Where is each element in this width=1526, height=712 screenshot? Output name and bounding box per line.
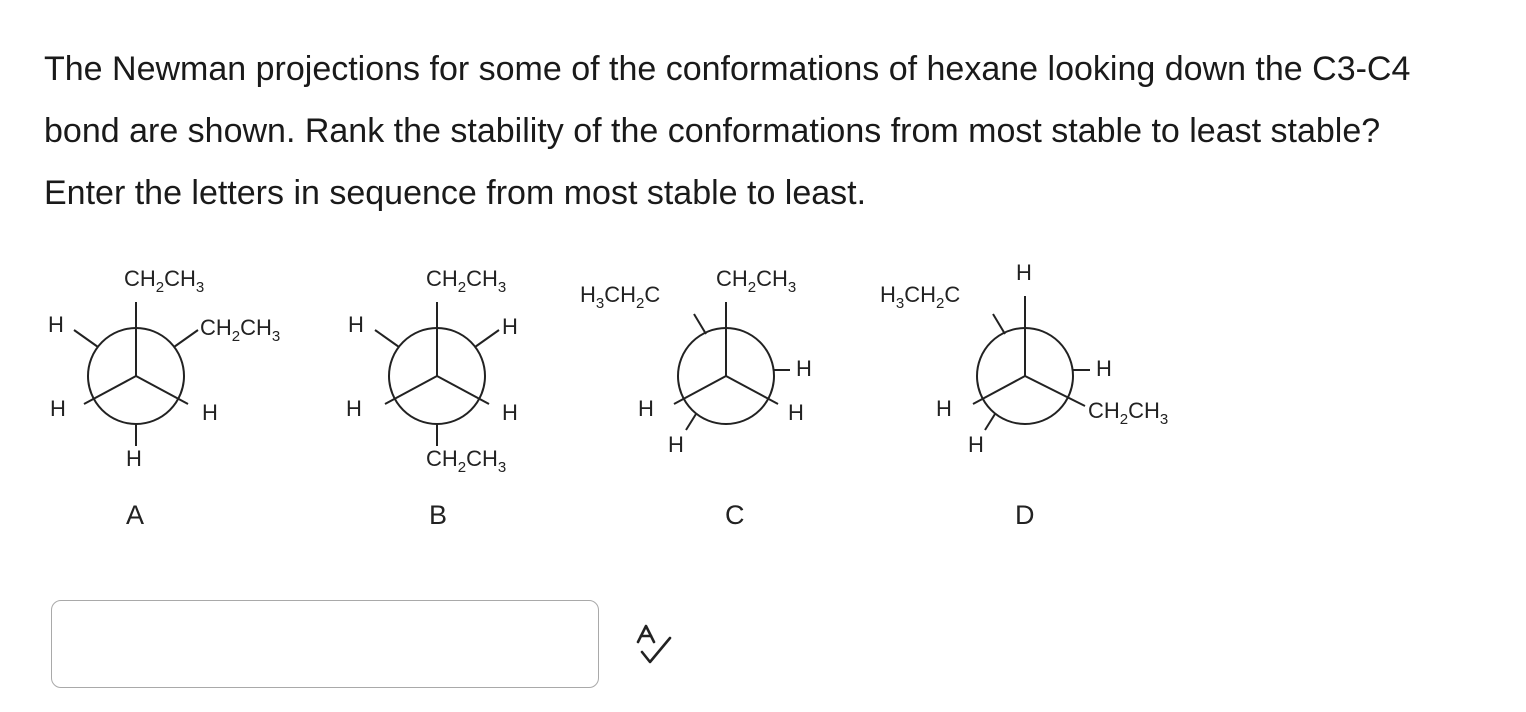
front-top-label: H [1016,260,1032,285]
front-right-label: H [788,400,804,425]
caption-d: D [1015,500,1035,530]
question-line: Enter the letters in sequence from most stable to least. [44,174,867,212]
front-left-label: H [638,396,654,421]
newman-projection-a [74,302,198,446]
front-top-label: $CH_2CH_3$ [124,266,205,296]
back-top-left-label: H [48,312,64,337]
spell-check-icon[interactable] [634,622,676,666]
caption-c: C [725,500,745,530]
front-bond-left [973,376,1025,404]
back-bond-top-left [74,330,98,347]
front-right-label: $CH_2CH_3$ [1088,398,1169,428]
front-bond-right [1025,376,1085,406]
labels-a [48,266,280,530]
back-bond-top-right [174,330,198,347]
newman-projection-d [973,296,1090,430]
labels-c [580,266,812,530]
front-bond-bottom-left [385,376,437,404]
back-right-label: H [796,356,812,381]
front-bond-left [674,376,726,404]
front-bottom-left-label: H [346,396,362,421]
back-bond-top-left [993,314,1005,334]
back-bottom-label: $CH_2CH_3$ [426,446,507,476]
back-top-left-label: H [348,312,364,337]
labels-b [346,266,518,530]
front-bottom-right-label: H [502,400,518,425]
caption-a: A [126,500,145,530]
back-right-label: H [1096,356,1112,381]
back-top-left-label: $H_3CH_2C$ [580,282,661,312]
back-top-right-label: $CH_2CH_3$ [200,315,281,345]
back-bottom-label: H [126,446,142,471]
back-bottom-left-label: H [968,432,984,457]
front-top-label: $CH_2CH_3$ [716,266,797,296]
answer-input[interactable] [51,600,599,688]
back-bottom-left-label: H [668,432,684,457]
back-bond-bottom-left [985,414,995,430]
back-top-right-label: H [502,314,518,339]
back-bond-top-left [694,314,706,334]
question-line: The Newman projections for some of the conformations of hexane looking down the C3-C4 [44,50,1411,88]
newman-projection-b [375,302,499,446]
back-bond-top-right [475,330,499,347]
back-bond-bottom-left [686,414,696,430]
front-bond-bottom-left [84,376,136,404]
front-bond-right [726,376,778,404]
front-left-label: H [936,396,952,421]
front-bottom-right-label: H [202,400,218,425]
back-bond-top-left [375,330,399,347]
front-top-label: $CH_2CH_3$ [426,266,507,296]
front-bond-bottom-right [437,376,489,404]
back-top-left-label: $H_3CH_2C$ [880,282,961,312]
caption-b: B [429,500,448,530]
front-bond-bottom-right [136,376,188,404]
front-bottom-left-label: H [50,396,66,421]
newman-projection-c [674,302,790,430]
question-line: bond are shown. Rank the stability of the conformations from most stable to least stable? [44,112,1381,150]
